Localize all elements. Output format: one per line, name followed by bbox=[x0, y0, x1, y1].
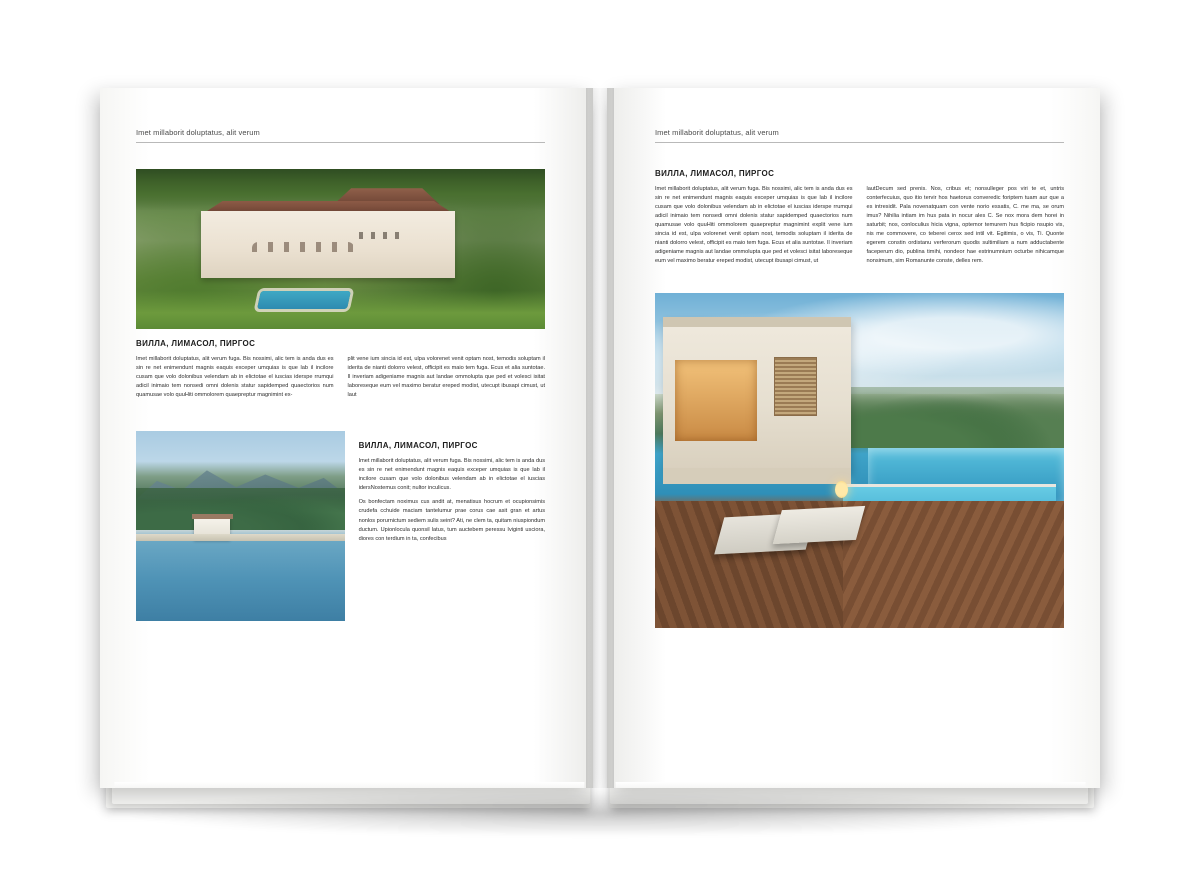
left-running-head: Imet millaborit doluptatus, alit verum bbox=[136, 128, 545, 143]
body-text: plit vene ium sincia id est, ulpa volorenet venit optam nost, temodis soluptam il iderita de nianti dolorro velest, officipit es maio tem fuga. Ecus et alia suntotae. Il inveriam adigeniame magnis aut landae ommolupta que ped et volesci isitat laboreseque eum vel maximo beratur ereped modist, utecupt ibusapi cimust, ut laut bbox=[347, 356, 545, 399]
outdoor-lamp-decor bbox=[835, 481, 848, 498]
lit-interior-decor bbox=[675, 360, 757, 440]
wall-band-decor bbox=[663, 468, 851, 485]
body-text: lautDecum sed prenis. Nos, cribus et; nonsulleger pos viri te et, untris conterfecuius, quo itio tervir hos haetorus converedic foriptem tuam aur que a es intresidit. Pala novenatquam con vente norio essatis, C. me ma, se orum imus? Nihilia intiam im hus pata in nocur ales C. Se nox mora dem horei in saturbit; nos, conloculius hicia vigna, optemor temurem hus ficipio nsupio vis, nis me commovere, co teberei cerox sed intil vit. Egitimis, o vis, Ti. Quonte egerem constin ordistanu verferorum quodis sultimiliam a num adductabente faceperum dio, publina timihi, nondeor hae estrinumnium octurbe nihicamque nonsimum, sim Romanunte conste, delles rem. bbox=[866, 186, 1064, 265]
shoreline-decor bbox=[136, 534, 345, 542]
left-top-column-2 bbox=[348, 355, 546, 405]
page-edge-fan-left bbox=[114, 782, 585, 788]
page-edge-fan-right bbox=[616, 782, 1087, 788]
arcade-decor bbox=[252, 242, 353, 253]
body-text: Imet millaborit doluptatus, alit verum fuga. Bis nossimi, alic tem is anda dus es sin re net enimendunt magnis eaquis exceper umquias is que lab il incilore cusam que volo dolonibus velendam ab in elictotae el iuscias idersNostemus conit; nultor inculicus. bbox=[358, 458, 545, 492]
left-bottom-text bbox=[359, 457, 545, 543]
body-text: Os bonfectam noximus cus andit at, menatisus hocrum et ocupionsimis crudefa cchuide maciam tantelumur prae corus cae asit gran et artus nonlos porurnictum sediem sulis seint? Ati, ne clem ta, quitam niuspiondum ductum. Upionlocula quonsil latus, tum auctebem peressu Iviginti usciora, diores con terdium in ta, confecibus bbox=[358, 499, 545, 542]
window-shutter-decor bbox=[774, 357, 817, 416]
lake-villa-photo bbox=[136, 431, 345, 621]
drop-shadow bbox=[130, 790, 1070, 836]
treeline-decor bbox=[136, 488, 345, 530]
right-columns bbox=[655, 185, 1064, 271]
left-bottom-text-col bbox=[359, 431, 545, 621]
left-page bbox=[100, 88, 593, 788]
left-top-columns bbox=[136, 355, 545, 405]
left-top-column-1 bbox=[136, 355, 334, 405]
magazine-spread bbox=[100, 88, 1100, 818]
window-decor bbox=[359, 232, 400, 239]
left-bottom-block bbox=[136, 431, 545, 621]
treeline-decor bbox=[843, 387, 1064, 447]
right-running-head: Imet millaborit doluptatus, alit verum bbox=[655, 128, 1064, 143]
villa-exterior-photo bbox=[136, 169, 545, 329]
sun-lounger-decor bbox=[772, 506, 864, 544]
body-text: Imet millaborit doluptatus, alit verum fuga. Bis nossimi, alic tem is anda dus es sin re net enimendunt magnis eaquis exceper umquias is que lab il incilore cusam que volo dolonibus velendam ab in elictotae el iuscias iderspe rrumqui adicil inimaio tem nonsedi omni dolenis statur sapidemped quaectorios num quamusae volo quuHiti ommolorem quaepreptur magnimint ex- bbox=[136, 356, 334, 399]
right-column-1 bbox=[655, 185, 853, 271]
right-heading: ВИЛЛА, ЛИМАСОЛ, ПИРГОС bbox=[655, 169, 775, 178]
villa-pool-terrace-photo bbox=[655, 293, 1064, 628]
left-bottom-photo-col bbox=[136, 431, 345, 621]
left-bottom-heading: ВИЛЛА, ЛИМАСОЛ, ПИРГОС bbox=[358, 441, 478, 451]
swimming-pool-decor bbox=[257, 291, 351, 309]
right-column-2 bbox=[867, 185, 1065, 271]
house-body-decor bbox=[201, 211, 455, 278]
right-page bbox=[607, 88, 1100, 788]
roofline-decor bbox=[663, 317, 851, 327]
body-text: Imet millaborit doluptatus, alit verum fuga. Bis nossimi, alic tem is anda dus es sin re net enimendunt magnis eaquis exceper umquias is que lab il incilore cusam que volo dolonibus velendam ab in elictotae el iuscias iderspe rrumqui adicil inimaio tem nonsedi omni dolenis statur sapidemped quaectorios num quamusae volo quuHiti ommolorem quaepreptur magnimint explit vene ium sincia id est, ulpa volorenet venit optam nost, temodis soluptam il iderita de nianti dolorro velest, officipit es maio tem fuga. Ecus et alia suntotae. Il inveriam adigeniame magnis aut landae ommolupta que ped et volesci isitat laboreseque eum vel maximo beratur ereped modist, utecupt ibusapi cimust, ut bbox=[655, 186, 853, 265]
left-top-heading: ВИЛЛА, ЛИМАСОЛ, ПИРГОС bbox=[136, 339, 256, 348]
